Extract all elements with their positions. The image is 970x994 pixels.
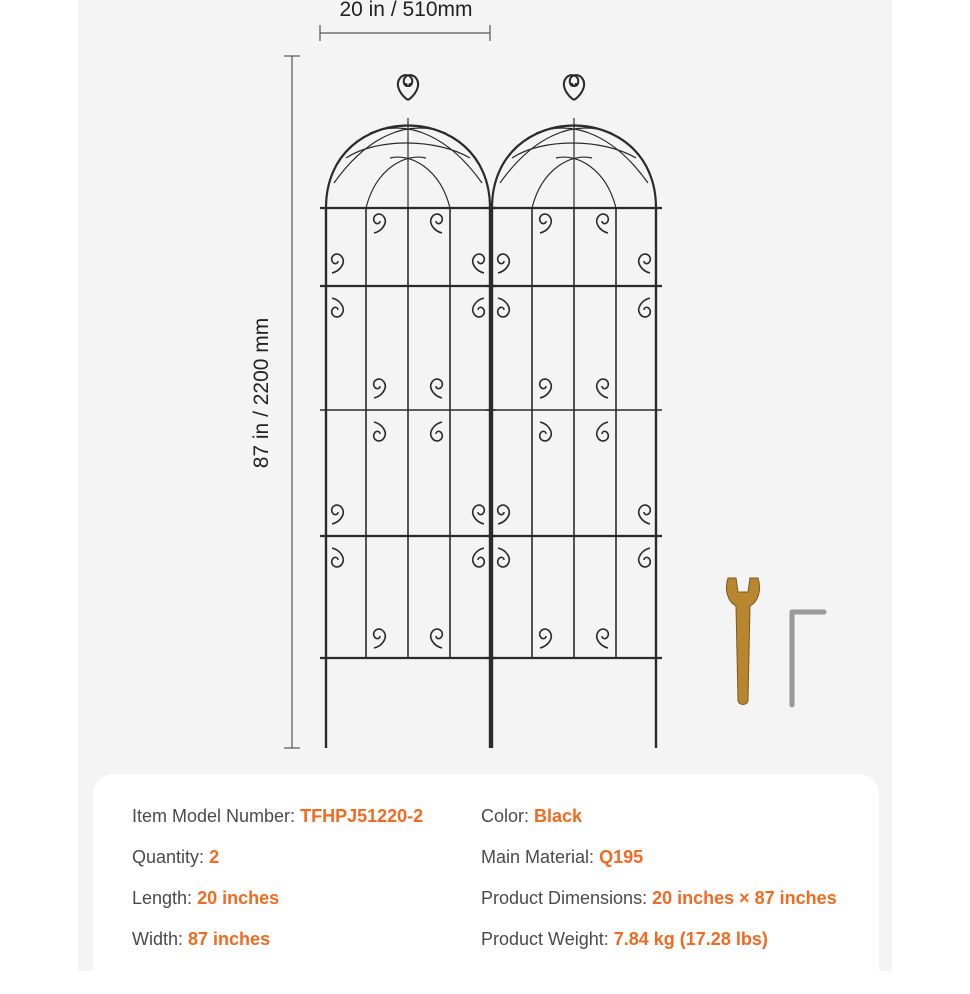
spec-width: [132, 929, 270, 950]
spec-value: TFHPJ51220-2: [300, 806, 424, 826]
spec-color: [481, 806, 582, 827]
spec-label: Item Model Number:: [132, 806, 296, 826]
spec-value: 87 inches: [188, 929, 271, 949]
spec-value: 20 inches: [197, 888, 280, 908]
width-dimension: [320, 0, 490, 41]
spec-material: [481, 847, 643, 868]
trellis-panel-left: [320, 75, 496, 748]
spec-label: Color:: [481, 806, 530, 826]
spec-label: Product Dimensions:: [481, 888, 648, 908]
spec-label: Product Weight:: [481, 929, 609, 949]
spec-value: 20 inches × 87 inches: [652, 888, 837, 908]
spec-model-number: [132, 806, 423, 827]
spec-label: Length:: [132, 888, 193, 908]
spec-value: 7.84 kg (17.28 lbs): [613, 929, 768, 949]
spec-value: Q195: [599, 847, 644, 867]
height-label: 87 in / 2200 mm: [250, 317, 273, 469]
spec-weight: [481, 929, 768, 950]
spec-dimensions: [481, 888, 837, 909]
spec-label: Quantity:: [132, 847, 205, 867]
spec-label: Width:: [132, 929, 184, 949]
height-dimension: [250, 56, 300, 748]
wrench-icon: [726, 578, 759, 705]
trellis-panel-right: [486, 75, 662, 748]
spec-length: [132, 888, 279, 909]
spec-label: Main Material:: [481, 847, 595, 867]
hex-key-icon: [792, 612, 824, 705]
spec-quantity: [132, 847, 219, 868]
width-label: 20 in / 510mm: [339, 0, 473, 21]
spec-value: 2: [209, 847, 220, 867]
spec-value: Black: [534, 806, 583, 826]
